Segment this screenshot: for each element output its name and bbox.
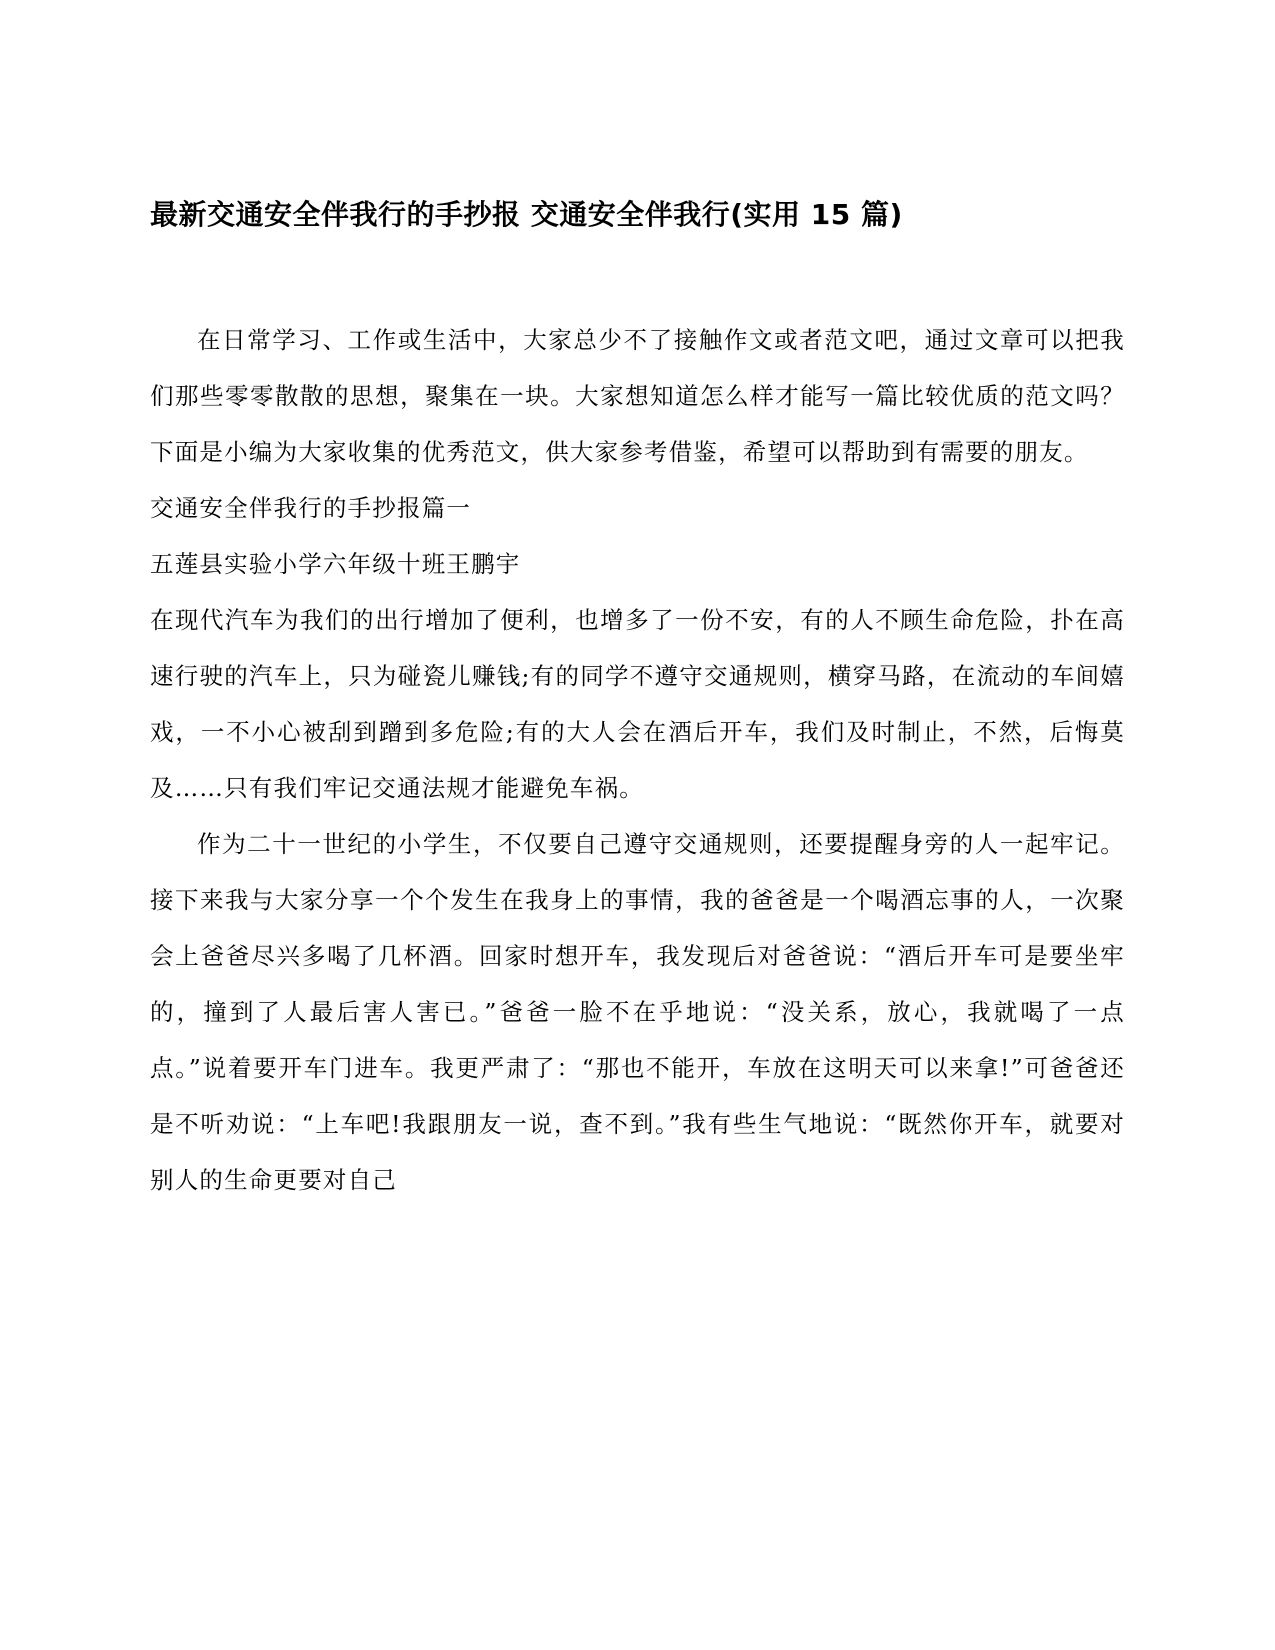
- paragraph-section-heading: 交通安全伴我行的手抄报篇一: [150, 494, 472, 523]
- paragraph-intro: 在日常学习、工作或生活中，大家总少不了接触作文或者范文吧，通过文章可以把我们那些零零散散的思想，聚集在一块。大家想知道怎么样才能写一篇比较优质的范文吗？下面是小编为大家收集的优秀范文，供大家参考借鉴，希望可以帮助到有需要的朋友。: [150, 326, 1125, 467]
- page-title: 最新交通安全伴我行的手抄报 交通安全伴我行(实用 15 篇): [150, 198, 903, 231]
- paragraph-body-1: 在现代汽车为我们的出行增加了便利，也增多了一份不安，有的人不顾生命危险，扑在高速行驶的汽车上，只为碰瓷儿赚钱;有的同学不遵守交通规则，横穿马路，在流动的车间嬉戏，一不小心被刮到蹭到多危险;有的大人会在酒后开车，我们及时制止，不然，后悔莫及……只有我们牢记交通法规才能避免车祸。: [150, 606, 1125, 803]
- paragraph-byline: 五莲县实验小学六年级十班王鹏宇: [150, 550, 521, 579]
- paragraph-body-2: 作为二十一世纪的小学生，不仅要自己遵守交通规则，还要提醒身旁的人一起牢记。接下来我与大家分享一个个发生在我身上的事情，我的爸爸是一个喝酒忘事的人，一次聚会上爸爸尽兴多喝了几杯酒。回家时想开车，我发现后对爸爸说：“酒后开车可是要坐牢的，撞到了人最后害人害已。”爸爸一脸不在乎地说：“没关系，放心，我就喝了一点点。”说着要开车门进车。我更严肃了：“那也不能开，车放在这明天可以来拿!”可爸爸还是不听劝说：“上车吧!我跟朋友一说，查不到。”我有些生气地说：“既然你开车，就要对别人的生命更要对自己: [150, 830, 1125, 1195]
